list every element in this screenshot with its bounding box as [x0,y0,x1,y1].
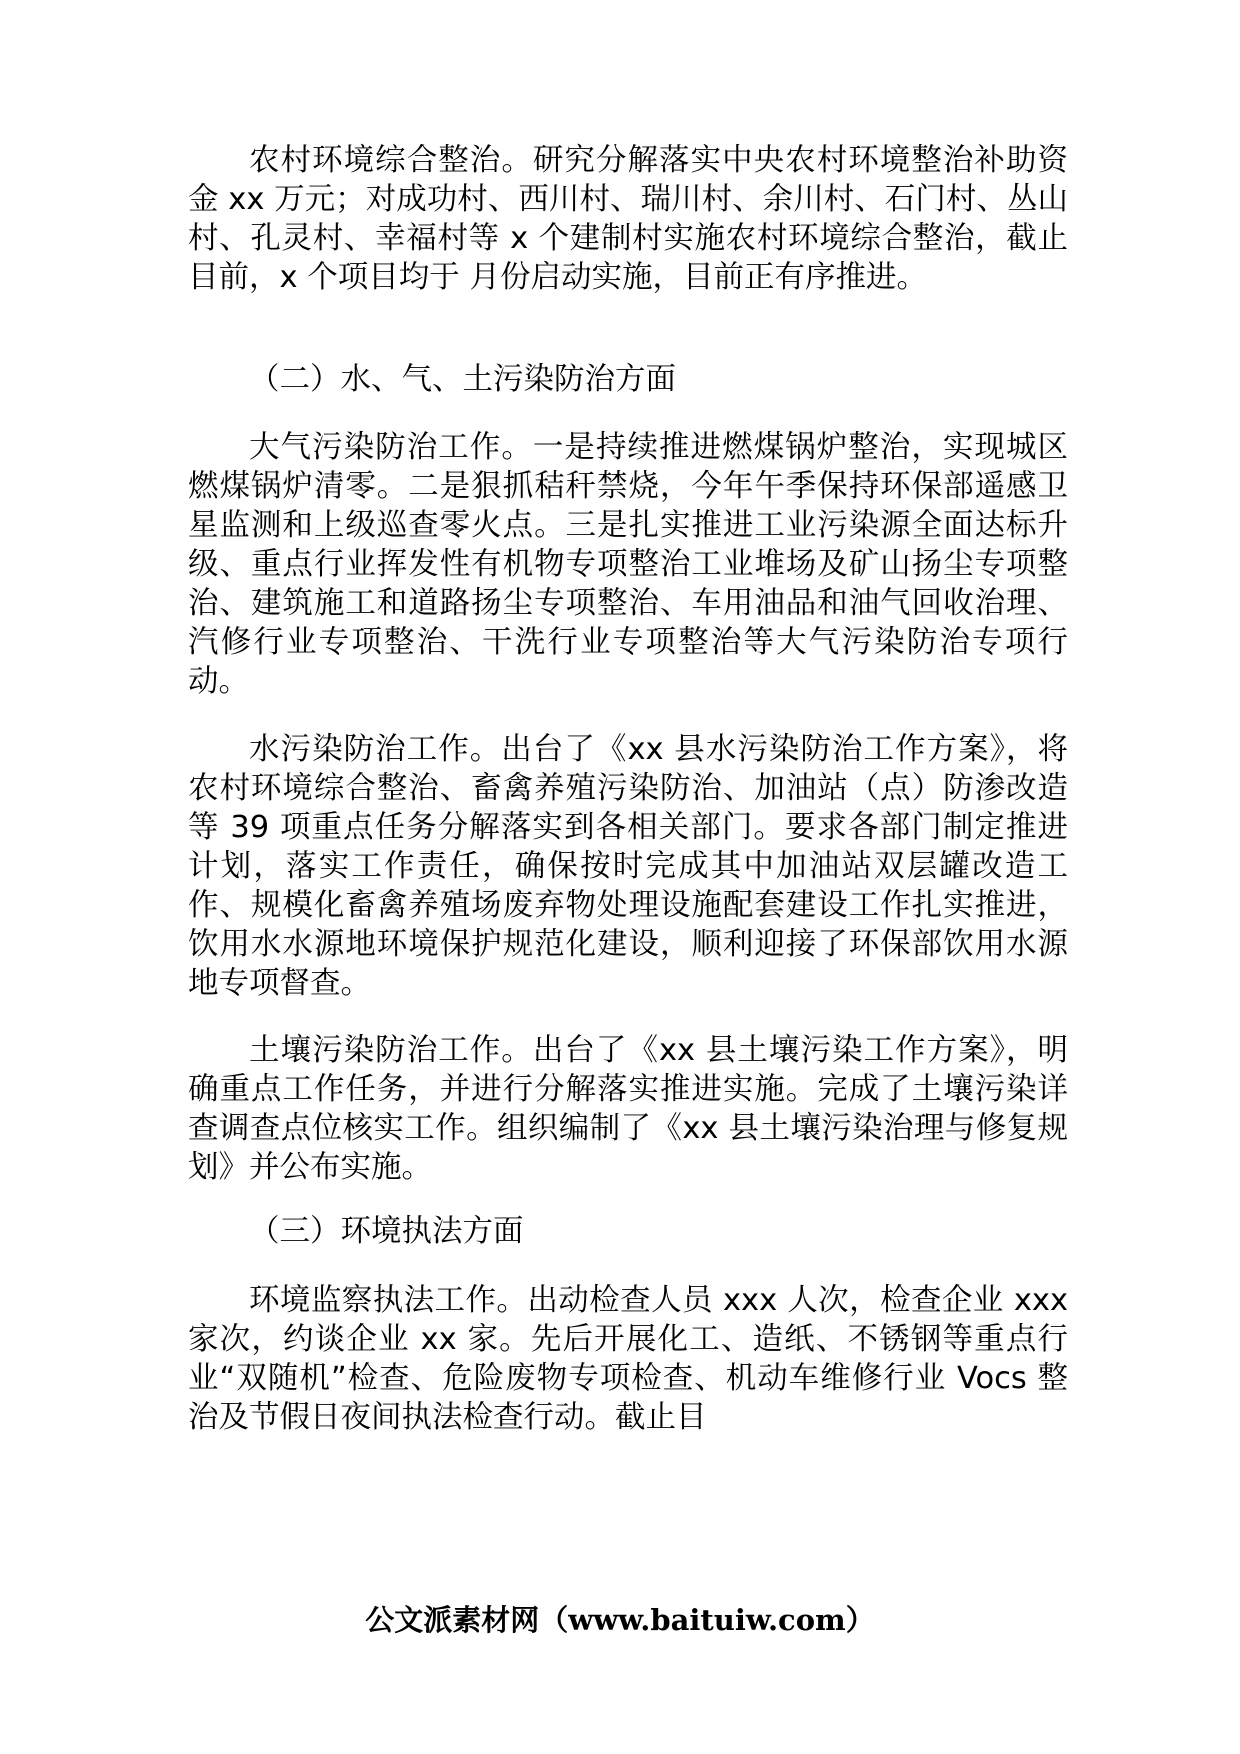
paragraph-rural-environment: 农村环境综合整治。研究分解落实中央农村环境整治补助资金 xx 万元；对成功村、西川村、瑞川村、余川村、石门村、丛山村、孔灵村、幸福村等 x 个建制村实施农村环境综合整治，截止目前，x 个项目均于 月份启动实施，目前正有序推进。 [188,143,1068,295]
footer-source: 公文派素材网（www.baituiw.com） [365,1603,875,1637]
section-heading-enforcement: （三）环境执法方面 [249,1214,524,1249]
paragraph-water-pollution: 水污染防治工作。出台了《xx 县水污染防治工作方案》，将农村环境综合整治、畜禽养殖污染防治、加油站（点）防渗改造等 39 项重点任务分解落实到各相关部门。要求各部门制定推进计划，落实工作责任，确保按时完成其中加油站双层罐改造工作、规模化畜禽养殖场废弃物处理设施配套建设工作扎实推进，饮用水水源地环境保护规范化建设，顺利迎接了环保部饮用水源地专项督查。 [188,732,1068,1001]
paragraph-air-pollution: 大气污染防治工作。一是持续推进燃煤锅炉整治，实现城区燃煤锅炉清零。二是狠抓秸秆禁烧，今年午季保持环保部遥感卫星监测和上级巡查零火点。三是扎实推进工业污染源全面达标升级、重点行业挥发性有机物专项整治工业堆场及矿山扬尘专项整治、建筑施工和道路扬尘专项整治、车用油品和油气回收治理、汽修行业专项整治、干洗行业专项整治等大气污染防治专项行动。 [188,430,1068,699]
paragraph-enforcement: 环境监察执法工作。出动检查人员 xxx 人次，检查企业 xxx 家次，约谈企业 xx 家。先后开展化工、造纸、不锈钢等重点行业“双随机”检查、危险废物专项检查、机动车维修行业 Vocs 整治及节假日夜间执法检查行动。截止目 [188,1283,1068,1435]
section-heading-pollution-control: （二）水、气、土污染防治方面 [249,362,676,397]
paragraph-soil-pollution: 土壤污染防治工作。出台了《xx 县土壤污染工作方案》，明确重点工作任务，并进行分解落实推进实施。完成了土壤污染详查调查点位核实工作。组织编制了《xx 县土壤污染治理与修复规划》并公布实施。 [188,1033,1068,1185]
